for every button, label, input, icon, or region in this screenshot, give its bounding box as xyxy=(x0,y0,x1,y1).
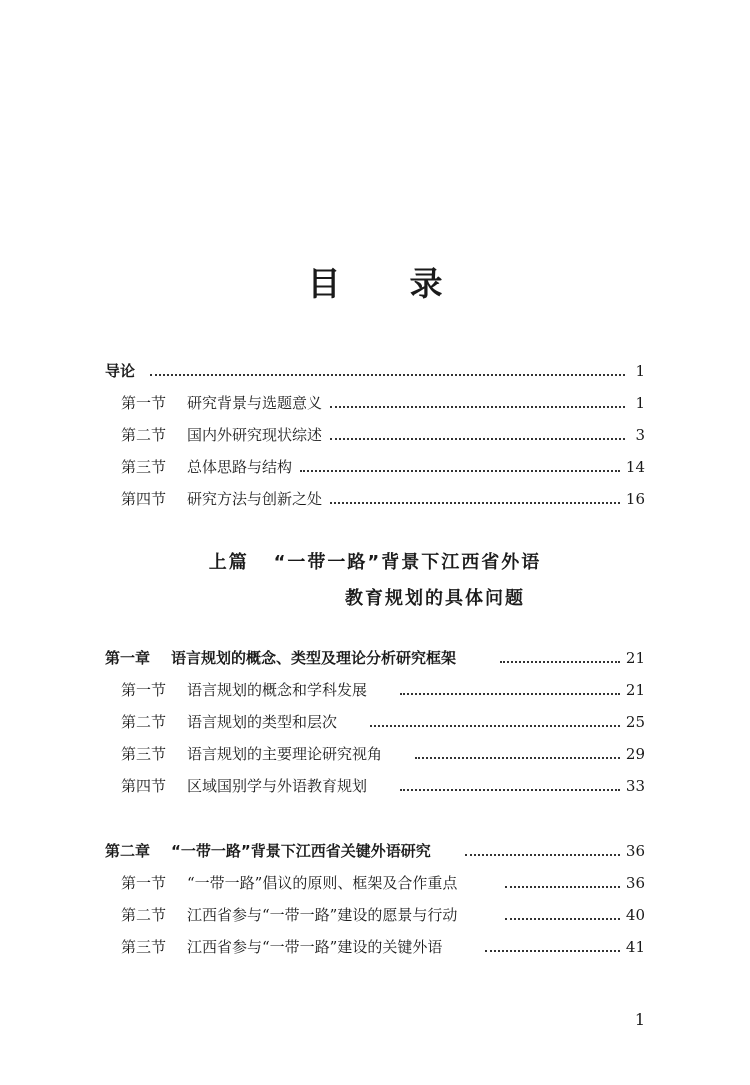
toc-section-row[interactable] xyxy=(0,709,750,735)
toc-section-row[interactable] xyxy=(0,870,750,896)
toc-page-number: 25 xyxy=(620,709,645,735)
toc-entry-label: 第三节 江西省参与“一带一路”建设的关键外语 xyxy=(121,934,448,960)
toc-chapter-row[interactable] xyxy=(0,645,750,671)
toc-page-number: 1 xyxy=(629,390,645,416)
dot-leader xyxy=(505,918,620,920)
toc-page-number: 36 xyxy=(620,870,645,896)
dot-leader xyxy=(465,854,620,856)
toc-entry-label: 第二章 “一带一路”背景下江西省关键外语研究 xyxy=(105,838,437,864)
toc-page-number: 29 xyxy=(620,741,645,767)
toc-section-row[interactable] xyxy=(0,454,750,480)
toc-entry-label: 第四节 区域国别学与外语教育规划 xyxy=(121,773,373,799)
dot-leader xyxy=(415,757,620,759)
toc-chapter-row[interactable] xyxy=(0,838,750,864)
toc-entry-label: 第一节 语言规划的概念和学科发展 xyxy=(121,677,373,703)
toc-entry-label: 第三节 总体思路与结构 xyxy=(121,454,298,480)
page-number: 1 xyxy=(634,1010,645,1029)
toc-page-number: 1 xyxy=(629,358,645,384)
toc-section-row[interactable] xyxy=(0,902,750,928)
page-title: 目 录 xyxy=(307,264,443,303)
dot-leader xyxy=(330,438,625,440)
toc-page-number: 41 xyxy=(620,934,645,960)
toc-section-row[interactable] xyxy=(0,934,750,960)
toc-entry-label: 第一节 研究背景与选题意义 xyxy=(121,390,328,416)
toc-section-row[interactable] xyxy=(0,677,750,703)
dot-leader xyxy=(330,502,620,504)
toc-page-number: 36 xyxy=(620,838,645,864)
toc-entry-label: 第三节 语言规划的主要理论研究视角 xyxy=(121,741,388,767)
dot-leader xyxy=(400,789,620,791)
toc-entry-label: 第二节 国内外研究现状综述 xyxy=(121,422,328,448)
toc-entry-label: 第一章 语言规划的概念、类型及理论分析研究框架 xyxy=(105,645,462,671)
toc-page-number: 14 xyxy=(620,454,645,480)
toc-page-number: 21 xyxy=(620,677,645,703)
toc-page-number: 16 xyxy=(620,486,645,512)
dot-leader xyxy=(370,725,620,727)
dot-leader xyxy=(500,661,620,663)
toc-page-number: 40 xyxy=(620,902,645,928)
dot-leader xyxy=(400,693,620,695)
toc-section-row[interactable] xyxy=(0,741,750,767)
part-heading-line2: 教育规划的具体问题 xyxy=(345,588,525,609)
dot-leader xyxy=(300,470,620,472)
toc-section-row[interactable] xyxy=(0,486,750,512)
toc-page-number: 3 xyxy=(629,422,645,448)
toc-entry-label: 第一节 “一带一路”倡议的原则、框架及合作重点 xyxy=(121,870,463,896)
toc-section-row[interactable] xyxy=(0,390,750,416)
part-heading-line1: 上篇 “一带一路”背景下江西省外语 xyxy=(208,552,542,573)
dot-leader xyxy=(330,406,625,408)
dot-leader xyxy=(505,886,620,888)
toc-section-row[interactable] xyxy=(0,773,750,799)
toc-entry-label: 第二节 江西省参与“一带一路”建设的愿景与行动 xyxy=(121,902,463,928)
toc-entry-label: 第四节 研究方法与创新之处 xyxy=(121,486,328,512)
dot-leader xyxy=(485,950,620,952)
toc-section-row[interactable] xyxy=(0,422,750,448)
dot-leader xyxy=(150,374,625,376)
toc-intro-row[interactable] xyxy=(0,358,750,384)
toc-entry-label: 导论 xyxy=(105,358,141,384)
toc-entry-label: 第二节 语言规划的类型和层次 xyxy=(121,709,343,735)
toc-page-number: 33 xyxy=(620,773,645,799)
toc-page-number: 21 xyxy=(620,645,645,671)
